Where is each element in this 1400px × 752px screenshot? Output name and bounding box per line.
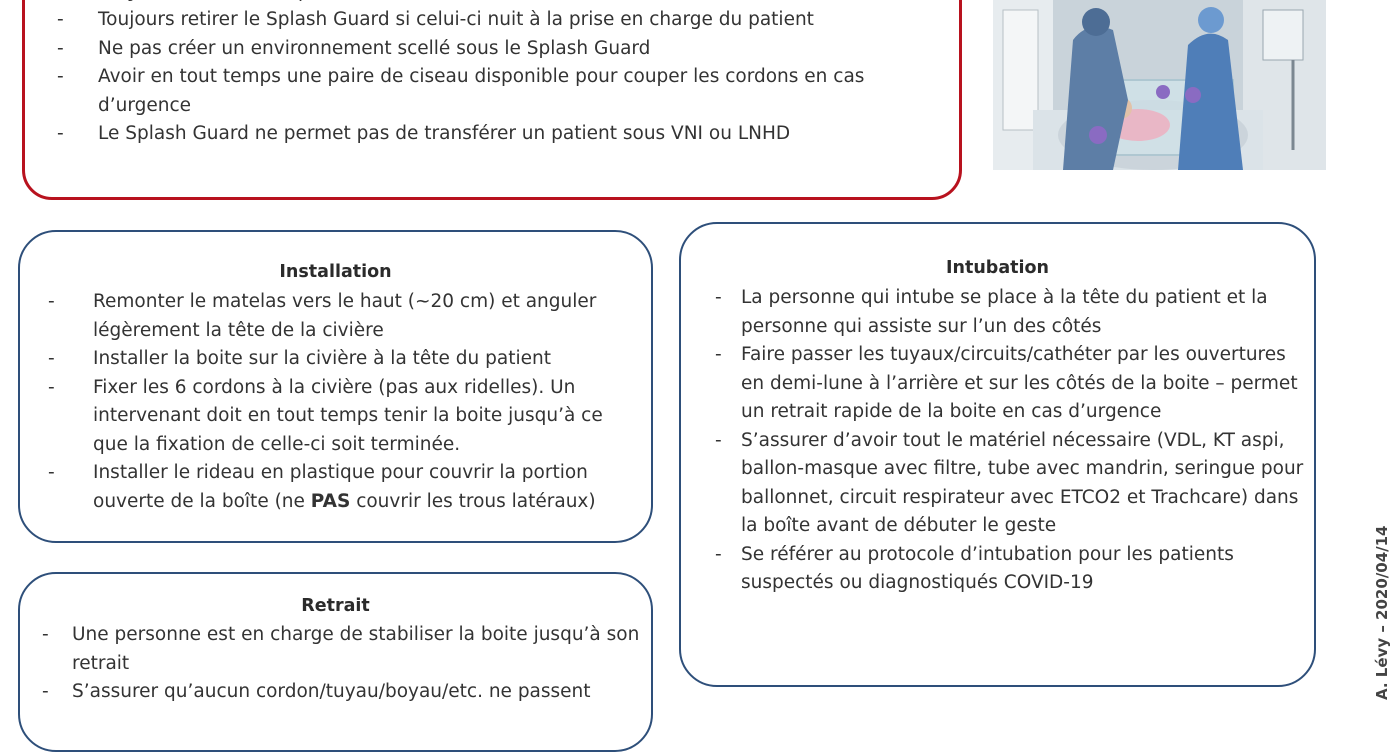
item-text: Fixer les 6 cordons à la civière (pas aux ridelles). Un intervenant doit en tout temps tenir la boite jusqu’à ce que la fixation de celle-ci soit terminée.	[93, 376, 603, 455]
item-text: La personne qui intube se place à la tête du patient et la personne qui assiste sur l’un des côtés	[741, 287, 1268, 337]
list-item	[25, 120, 925, 149]
item-text: Une personne est en charge de stabiliser la boite jusqu’à son retrait	[72, 624, 640, 674]
warning-box	[22, 0, 962, 200]
retrait-panel	[18, 572, 653, 752]
intubation-title: Intubation	[946, 258, 1049, 278]
list-item	[20, 459, 640, 516]
item-text: Toujours retirer le Splash Guard si celui-ci nuit à la prise en charge du patient	[98, 9, 814, 30]
list-item	[20, 288, 640, 345]
item-text: Le Splash Guard ne permet pas de transférer un patient sous VNI ou LNHD	[98, 123, 791, 144]
list-item	[20, 678, 645, 707]
list-item	[20, 621, 645, 678]
medical-team-photo-illustration	[993, 0, 1326, 170]
item-text	[197, 0, 529, 2]
installation-title: Installation	[279, 262, 392, 282]
list-item	[20, 345, 640, 374]
item-text: Avoir en tout temps une paire de ciseau disponible pour couper les cordons en cas d’urgence	[98, 66, 865, 116]
item-text: S’assurer qu’aucun cordon/tuyau/boyau/etc. ne passent	[72, 681, 591, 702]
list-item	[681, 284, 1306, 341]
item-text: Faire passer les tuyaux/circuits/cathéter par les ouvertures en demi-lune à l’arrière et sur les côtés de la boite – permet un retrait rapide de la boite en cas d’urgence	[741, 344, 1298, 422]
item-text: Ne pas créer un environnement scellé sous le Splash Guard	[98, 37, 651, 59]
list-item	[681, 341, 1306, 427]
installation-list	[20, 288, 640, 516]
warning-list	[25, 0, 925, 149]
intubation-list	[681, 284, 1306, 598]
retrait-title: Retrait	[301, 596, 370, 616]
list-item	[681, 541, 1306, 598]
item-text: Installer la boite sur la civière à la tête du patient	[93, 348, 551, 369]
intubation-photo	[993, 0, 1326, 170]
author-date-credit: A. Lévy – 2020/04/14	[1373, 525, 1391, 700]
intubation-panel	[679, 222, 1316, 687]
item-text: couvrir les trous latéraux)	[350, 490, 596, 512]
item-text: Remonter le matelas vers le haut (~20 cm) et anguler légèrement la tête de la civière	[93, 291, 597, 341]
item-text: Se référer au protocole d’intubation pour les patients suspectés ou diagnostiqués COVID-19	[741, 543, 1234, 593]
item-text: S’assurer d’avoir tout le matériel nécessaire (VDL, KT aspi, ballon-masque avec filtre, tube avec mandrin, seringue pour ballonnet, circuit respirateur avec ETCO2 et Trachcare) dans la boîte avant de débuter le geste	[741, 429, 1304, 536]
list-item	[20, 374, 640, 460]
emphasis-text: PAS	[310, 490, 351, 512]
retrait-list	[20, 621, 645, 707]
item-text: Installer le rideau en plastique pour couvrir la portion ouverte de la boîte (ne	[93, 462, 588, 512]
installation-panel	[18, 230, 653, 543]
list-item	[25, 35, 925, 64]
list-item	[25, 6, 925, 35]
list-item	[25, 63, 925, 120]
item-text	[98, 0, 129, 2]
list-item	[681, 427, 1306, 541]
emphasis-text	[129, 0, 197, 2]
